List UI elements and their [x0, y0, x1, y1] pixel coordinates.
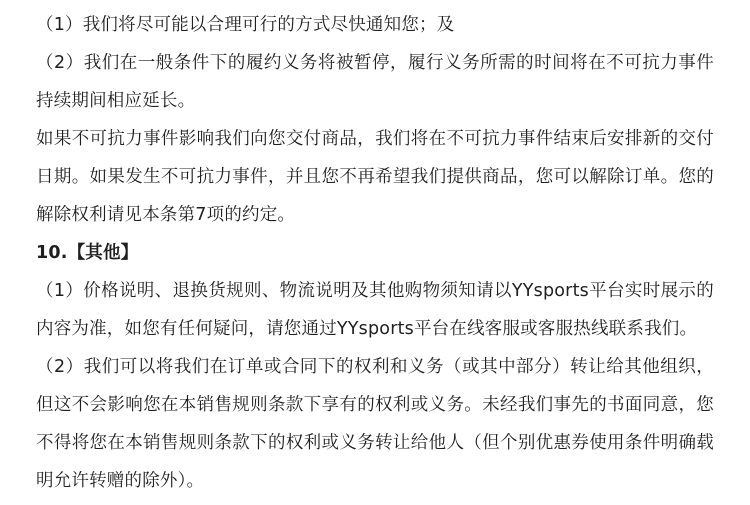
paragraph-clause-9-item-2: （2）我们在一般条件下的履约义务将被暂停，履行义务所需的时间将在不可抗力事件持续期间相应延长。: [36, 53, 714, 111]
paragraph-clause-9-body: 如果不可抗力事件影响我们向您交付商品，我们将在不可抗力事件结束后安排新的交付日期。如果发生不可抗力事件，并且您不再希望我们提供商品，您可以解除订单。您的解除权利请见本条第7项的约定。: [36, 129, 714, 225]
heading-clause-10: 10.【其他】: [36, 243, 139, 263]
paragraph-clause-10-item-1: （1）价格说明、退换货规则、物流说明及其他购物须知请以YYsports平台实时展示的内容为准，如您有任何疑问，请您通过YYsports平台在线客服或客服热线联系我们。: [36, 281, 714, 339]
paragraph-clause-10-item-2: （2）我们可以将我们在订单或合同下的权利和义务（或其中部分）转让给其他组织，但这不会影响您在本销售规则条款下享有的权利或义务。未经我们事先的书面同意，您不得将您在本销售规则条款下的权利或义务转让给他人（但个别优惠券使用条件明确载明允许转赠的除外）。: [36, 357, 714, 491]
paragraph-clause-9-item-1: （1）我们将尽可能以合理可行的方式尽快通知您；及: [36, 15, 455, 35]
